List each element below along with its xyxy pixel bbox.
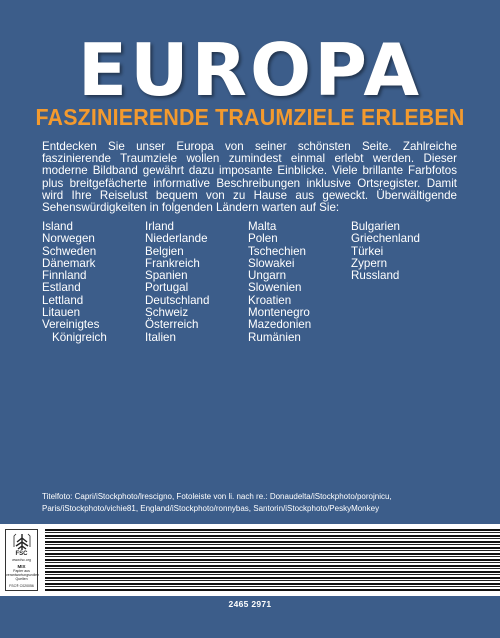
- fsc-logo: [5, 529, 38, 591]
- country-item: Deutschland: [145, 293, 210, 307]
- country-item: Norwegen: [42, 232, 95, 246]
- country-item: Griechenland: [351, 232, 420, 246]
- country-item: Mazedonien: [248, 318, 312, 332]
- fsc-mix: MIX: [17, 564, 26, 569]
- country-item: Portugal: [145, 281, 189, 295]
- country-item: Slowakei: [248, 256, 295, 270]
- country-item: Kroatien: [248, 293, 292, 307]
- country-item: Zypern: [351, 256, 388, 270]
- country-column-2: [145, 221, 248, 344]
- country-item: Montenegro: [248, 306, 310, 320]
- country-item: Irland: [145, 220, 175, 233]
- country-column-4: [351, 221, 454, 344]
- fsc-code: FSC® C020056: [9, 584, 34, 588]
- photo-credits: [42, 491, 462, 515]
- barcode: [45, 529, 500, 591]
- country-item: Polen: [248, 232, 278, 246]
- fsc-label: FSC: [15, 551, 28, 557]
- fsc-text: Papier aus verantwortungsvollen Quellen: [6, 569, 40, 581]
- country-item: Estland: [42, 281, 81, 295]
- country-item: Litauen: [42, 306, 81, 320]
- country-item: Tschechien: [248, 244, 307, 258]
- country-item: Vereinigtes: [42, 318, 100, 332]
- country-item: Niederlande: [145, 232, 208, 246]
- country-column-3: [248, 221, 351, 344]
- country-item: Ungarn: [248, 269, 287, 283]
- country-item: Malta: [248, 220, 277, 233]
- country-item: Schweiz: [145, 306, 189, 320]
- article-number: 2465 2971: [228, 599, 272, 609]
- book-subtitle: FASZINIERENDE TRAUMZIELE ERLEBEN: [35, 104, 465, 130]
- country-item: Lettland: [42, 293, 84, 307]
- country-column-1: [42, 221, 145, 344]
- credits-line: Paris/iStockphoto/vichie81, England/iStockphoto/ronnybas, Santorin/iStockphoto/PeskyMonkey: [42, 504, 380, 513]
- country-item: Dänemark: [42, 256, 96, 270]
- country-item: Bulgarien: [351, 220, 400, 233]
- country-item: Finnland: [42, 269, 87, 283]
- country-item: Türkei: [351, 244, 384, 258]
- country-item: Spanien: [145, 269, 188, 283]
- intro-text: Entdecken Sie unser Europa von seiner schönsten Seite. Zahlreiche faszinierende Traumziele wollen zumindest einmal erlebt werden. Dieser moderne Bildband gewährt dazu imposante Einblicke. Viele brillante Farbfotos plus breitgefächerte informative Beschreibungen inklusive Ortsregister. Damit wird Ihre Reiselust bequem von zu Hause aus geweckt. Überwältigende Sehenswürdigkeiten in folgenden Ländern warten auf Sie:: [42, 140, 457, 215]
- country-item: Österreich: [145, 318, 199, 332]
- country-item: Frankreich: [145, 256, 200, 270]
- book-title: EUROPA: [77, 28, 423, 112]
- country-list: [42, 221, 462, 344]
- country-item: Italien: [145, 330, 176, 344]
- country-item: Slowenien: [248, 281, 302, 295]
- country-item: Russland: [351, 269, 400, 283]
- country-item: Belgien: [145, 244, 184, 258]
- country-item: Schweden: [42, 244, 97, 258]
- barcode-strip: [0, 524, 500, 596]
- country-item: Island: [42, 220, 73, 233]
- fsc-site: www.fsc.org: [12, 558, 31, 562]
- country-item: Rumänien: [248, 330, 301, 344]
- country-item: Königreich: [52, 330, 107, 344]
- credits-line: Titelfoto: Capri/iStockphoto/lrescigno, Fotoleiste von li. nach re.: Donaudelta/iStockphoto/porojnicu,: [42, 492, 392, 501]
- fsc-tree-icon: [13, 533, 31, 551]
